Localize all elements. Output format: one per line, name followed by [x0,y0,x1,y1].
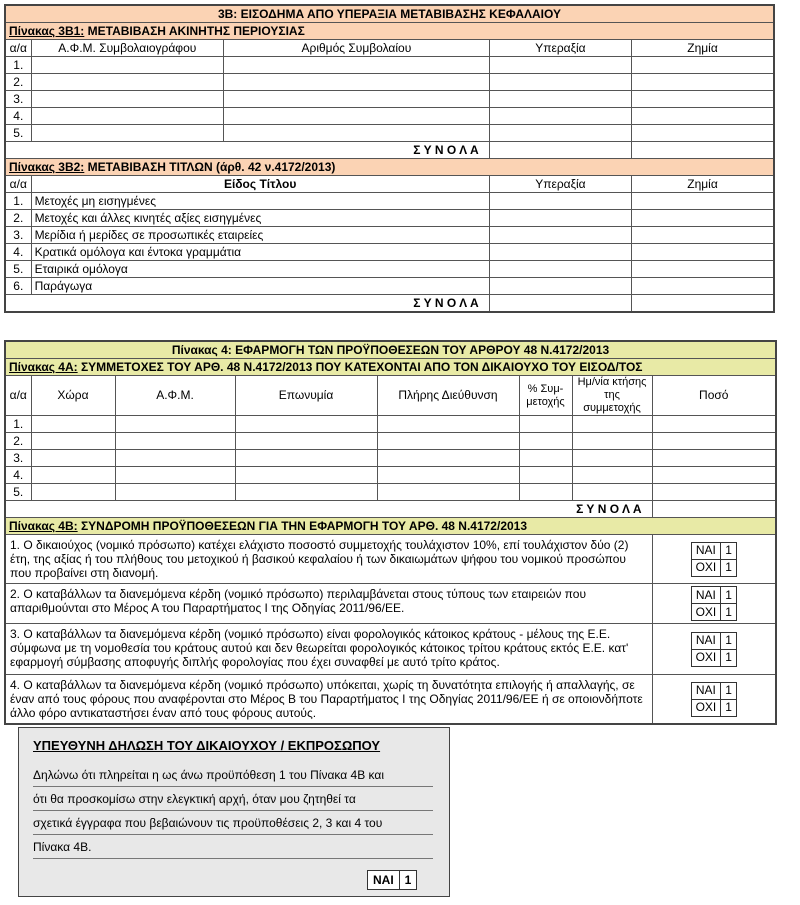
cell-input[interactable] [572,416,652,433]
table-row [5,450,776,467]
col-header: Υπεραξία [489,40,631,57]
cell-input[interactable] [235,484,377,501]
cell-input[interactable] [224,74,490,91]
table-row [5,57,774,74]
cell-input[interactable] [632,193,774,210]
row-number: 2. [5,433,31,450]
table-4b-title: ΣΥΝΔΡΟΜΗ ΠΡΟΫΠΟΘΕΣΕΩΝ ΓΙΑ ΤΗΝ ΕΦΑΡΜΟΓΗ ΤΟΥ ΑΡΘ. 48 Ν.4172/2013 [77,518,528,533]
cell-input[interactable] [377,484,519,501]
declaration-title: ΥΠΕΥΘΥΝΗ ΔΗΛΩΣΗ ΤΟΥ ΔΙΚΑΙΟΥΧΟΥ / ΕΚΠΡΟΣΩΠΟΥ [33,738,381,753]
cell-input[interactable] [224,108,490,125]
col-header: Είδος Τίτλου [31,176,489,193]
table-3b1-title: ΜΕΤΑΒΙΒΑΣΗ ΑΚΙΝΗΤΗΣ ΠΕΡΙΟΥΣΙΑΣ [84,23,305,38]
cell-input[interactable] [632,108,774,125]
cell-input[interactable] [115,416,235,433]
no-label: ΟΧΙ [691,649,721,666]
yes-checkbox[interactable]: 1 [721,542,737,559]
table-row [5,416,776,433]
table-row [5,210,774,227]
cell-input[interactable] [31,416,115,433]
no-checkbox[interactable]: 1 [721,649,737,666]
table-4-title: Πίνακας 4: ΕΦΑΡΜΟΓΗ ΤΩΝ ΠΡΟΫΠΟΘΕΣΕΩΝ ΤΟΥ ΑΡΘΡΟΥ 48 Ν.4172/2013 [5,341,776,359]
cell-input[interactable] [632,278,774,295]
cell-input[interactable] [632,91,774,108]
cell-input[interactable] [377,467,519,484]
table-3b1-header-row [5,40,774,57]
cell-input[interactable] [572,484,652,501]
col-header: α/α [5,376,31,416]
cell-input[interactable] [224,91,490,108]
row-number: 5. [5,125,31,142]
row-number: 1. [5,193,31,210]
row-number: 4. [5,467,31,484]
totals-row [5,501,776,518]
yes-checkbox[interactable]: 1 [721,587,737,604]
cell-input[interactable] [519,467,572,484]
cell-input[interactable] [31,450,115,467]
col-header: Α.Φ.Μ. [115,376,235,416]
table-4a-title: ΣΥΜΜΕΤΟΧΕΣ ΤΟΥ ΑΡΘ. 48 Ν.4172/2013 ΠΟΥ ΚΑΤΕΧΟΝΤΑΙ ΑΠΟ ΤΟΝ ΔΙΚΑΙΟΥΧΟ ΤΟΥ ΕΙΣΟΔ/ΤΟΣ [77,359,643,374]
yes-label: ΝΑΙ [691,542,721,559]
table-row [5,108,774,125]
table-row [5,467,776,484]
declaration-yes-checkbox[interactable]: 1 [399,871,417,890]
cell-input[interactable] [632,227,774,244]
yes-no-cell [652,535,776,584]
cell-input[interactable] [235,450,377,467]
yes-no-box [691,542,737,577]
table-3b2-heading [5,159,774,176]
cell-input[interactable] [632,244,774,261]
cell-input[interactable] [377,433,519,450]
table-3b1-label: Πίνακας 3Β1: [9,23,85,38]
table-3b2-header-row [5,176,774,193]
row-number: 3. [5,450,31,467]
table-3b2-title: ΜΕΤΑΒΙΒΑΣΗ ΤΙΤΛΩΝ (άρθ. 42 ν.4172/2013) [84,159,336,174]
declaration-line: ότι θα προσκομίσω στην ελεγκτική αρχή, όταν μου ζητηθεί τα [33,792,433,811]
no-checkbox[interactable]: 1 [721,559,737,576]
declaration-line: σχετικά έγγραφα που βεβαιώνουν τις προϋποθέσεις 2, 3 και 4 του [33,816,433,835]
row-number: 1. [5,57,31,74]
no-label: ΟΧΙ [691,699,721,716]
title-type-label: Μερίδια ή μερίδες σε προσωπικές εταιρείες [31,227,489,244]
yes-no-cell [652,624,776,675]
totals-row [5,142,774,159]
cell-input[interactable] [489,125,631,142]
yes-no-box [691,632,737,667]
totals-label: Σ Υ Ν Ο Λ Α [5,501,652,518]
row-number: 2. [5,210,31,227]
col-header: Αριθμός Συμβολαίου [224,40,490,57]
total-gain-input[interactable] [489,142,631,159]
row-number: 5. [5,484,31,501]
table-3b-title: 3B: ΕΙΣΟΔΗΜΑ ΑΠΟ ΥΠΕΡΑΞΙΑ ΜΕΤΑΒΙΒΑΣΗΣ ΚΕΦΑΛΑΙΟΥ [5,5,774,23]
cell-input[interactable] [632,74,774,91]
total-loss-input[interactable] [632,142,774,159]
table-row [5,244,774,261]
totals-label: Σ Υ Ν Ο Λ Α [5,142,489,159]
cell-input[interactable] [31,125,223,142]
cell-input[interactable] [519,450,572,467]
cell-input[interactable] [224,57,490,74]
cell-input[interactable] [31,467,115,484]
total-amount-input[interactable] [652,501,776,518]
col-header: Α.Φ.Μ. Συμβολαιογράφου [31,40,223,57]
row-number: 2. [5,74,31,91]
cell-input[interactable] [115,433,235,450]
yes-no-cell [652,584,776,624]
table-row [5,193,774,210]
table-row [5,227,774,244]
no-checkbox[interactable]: 1 [721,699,737,716]
title-type-label: Κρατικά ομόλογα και έντοκα γραμμάτια [31,244,489,261]
yes-no-cell [652,675,776,725]
yes-no-box [691,586,737,621]
table-4 [4,340,777,725]
yes-label: ΝΑΙ [691,632,721,649]
declaration-box [18,727,450,897]
cell-input[interactable] [489,57,631,74]
table-4b-heading [5,518,776,535]
condition-row [5,535,776,584]
cell-input[interactable] [31,108,223,125]
cell-input[interactable] [572,433,652,450]
cell-input[interactable] [632,57,774,74]
cell-input[interactable] [489,108,631,125]
yes-label: ΝΑΙ [691,587,721,604]
table-4b-label: Πίνακας 4Β: [9,518,78,533]
condition-row [5,624,776,675]
row-number: 3. [5,91,31,108]
cell-input[interactable] [489,261,631,278]
no-label: ΟΧΙ [691,559,721,576]
cell-input[interactable] [31,433,115,450]
col-header: Ζημία [632,40,774,57]
row-number: 1. [5,416,31,433]
table-row [5,433,776,450]
cell-input[interactable] [632,125,774,142]
yes-no-box [691,682,737,717]
cell-input[interactable] [652,416,776,433]
condition-text: 2. Ο καταβάλλων τα διανεμόμενα κέρδη (νομικό πρόσωπο) περιλαμβάνεται στους τύπους των εταιρειών που απαριθμούνται στο Μέρος Α του Παραρτήματος Ι της Οδηγίας 2011/96/ΕΕ. [5,584,652,624]
title-type-label: Μετοχές μη εισηγμένες [31,193,489,210]
row-number: 4. [5,244,31,261]
cell-input[interactable] [519,433,572,450]
cell-input[interactable] [31,57,223,74]
row-number: 5. [5,261,31,278]
table-row [5,261,774,278]
cell-input[interactable] [377,416,519,433]
cell-input[interactable] [489,278,631,295]
cell-input[interactable] [235,416,377,433]
totals-label: Σ Υ Ν Ο Λ Α [5,295,489,313]
cell-input[interactable] [489,210,631,227]
cell-input[interactable] [489,227,631,244]
cell-input[interactable] [632,261,774,278]
cell-input[interactable] [652,450,776,467]
declaration-line: Πίνακα 4Β. [33,840,433,859]
col-header: Πλήρης Διεύθυνση [377,376,519,416]
cell-input[interactable] [31,91,223,108]
table-4a-label: Πίνακας 4Α: [9,359,78,374]
table-4a-heading [5,359,776,376]
total-loss-input[interactable] [632,295,774,313]
cell-input[interactable] [519,484,572,501]
cell-input[interactable] [31,74,223,91]
yes-checkbox[interactable]: 1 [721,632,737,649]
col-header: α/α [5,176,31,193]
col-header: α/α [5,40,31,57]
col-header: Ζημία [632,176,774,193]
title-type-label: Εταιρικά ομόλογα [31,261,489,278]
total-gain-input[interactable] [489,295,631,313]
cell-input[interactable] [572,450,652,467]
condition-text: 1. Ο δικαιούχος (νομικό πρόσωπο) κατέχει ελάχιστο ποσοστό συμμετοχής τουλάχιστον 10%, επί τουλάχιστον δύο (2) έτη, της αξίας ή του πλήθους του μετοχικού ή βασικού κεφαλαίου ή των δικαιωμάτων ψήφου του νομικού προσώπου που προβαίνει στη διανομή. [5,535,652,584]
cell-input[interactable] [489,91,631,108]
condition-row [5,675,776,725]
cell-input[interactable] [235,433,377,450]
table-3b2-label: Πίνακας 3Β2: [9,159,85,174]
col-header: % Συμ-μετοχής [519,376,572,416]
cell-input[interactable] [31,484,115,501]
cell-input[interactable] [489,193,631,210]
col-header: Επωνυμία [235,376,377,416]
table-row [5,125,774,142]
table-3b1-heading [5,23,774,40]
cell-input[interactable] [519,416,572,433]
table-4a-header-row [5,376,776,416]
table-row [5,91,774,108]
cell-input[interactable] [489,244,631,261]
table-row [5,74,774,91]
declaration-yes-box [367,870,417,890]
no-checkbox[interactable]: 1 [721,604,737,621]
table-row [5,484,776,501]
cell-input[interactable] [115,467,235,484]
yes-label: ΝΑΙ [691,682,721,699]
col-header: Ημ/νία κτήσης της συμμετοχής [572,376,652,416]
row-number: 3. [5,227,31,244]
condition-text: 4. Ο καταβάλλων τα διανεμόμενα κέρδη (νομικό πρόσωπο) υπόκειται, χωρίς τη δυνατότητα επιλογής ή απαλλαγής, σε έναν από τους φόρους που αναφέρονται στο Μέρος Β του Παραρτήματος Ι της Οδηγίας 2011/96/ΕΕ ή σε οποιονδήποτε άλλο φόρο αντικαταστήσει έναν από τους φόρους αυτούς. [5,675,652,725]
row-number: 6. [5,278,31,295]
cell-input[interactable] [652,467,776,484]
cell-input[interactable] [235,467,377,484]
cell-input[interactable] [224,125,490,142]
col-header: Ποσό [652,376,776,416]
table-3b [4,4,775,313]
cell-input[interactable] [115,450,235,467]
declaration-line: Δηλώνω ότι πληρείται η ως άνω προϋπόθεση 1 του Πίνακα 4Β και [33,768,433,787]
cell-input[interactable] [489,74,631,91]
cell-input[interactable] [652,433,776,450]
declaration-yes-label: ΝΑΙ [368,871,400,890]
no-label: ΟΧΙ [691,604,721,621]
cell-input[interactable] [572,467,652,484]
cell-input[interactable] [652,484,776,501]
cell-input[interactable] [377,450,519,467]
title-type-label: Παράγωγα [31,278,489,295]
col-header: Χώρα [31,376,115,416]
yes-checkbox[interactable]: 1 [721,682,737,699]
cell-input[interactable] [632,210,774,227]
condition-text: 3. Ο καταβάλλων τα διανεμόμενα κέρδη (νομικό πρόσωπο) είναι φορολογικός κάτοικος κράτους - μέλους της Ε.Ε. σύμφωνα με τη νομοθεσία του κράτους αυτού και δεν θεωρείται φορολογικός κάτοικος τρίτου κράτους εκτός Ε.Ε. κατ' εφαρμογή σύμβασης αποφυγής διπλής φορολογίας που έχει συναφθεί με αυτό τρίτο κράτος. [5,624,652,675]
totals-row [5,295,774,313]
col-header: Υπεραξία [489,176,631,193]
title-type-label: Μετοχές και άλλες κινητές αξίες εισηγμένες [31,210,489,227]
cell-input[interactable] [115,484,235,501]
table-row [5,278,774,295]
condition-row [5,584,776,624]
row-number: 4. [5,108,31,125]
